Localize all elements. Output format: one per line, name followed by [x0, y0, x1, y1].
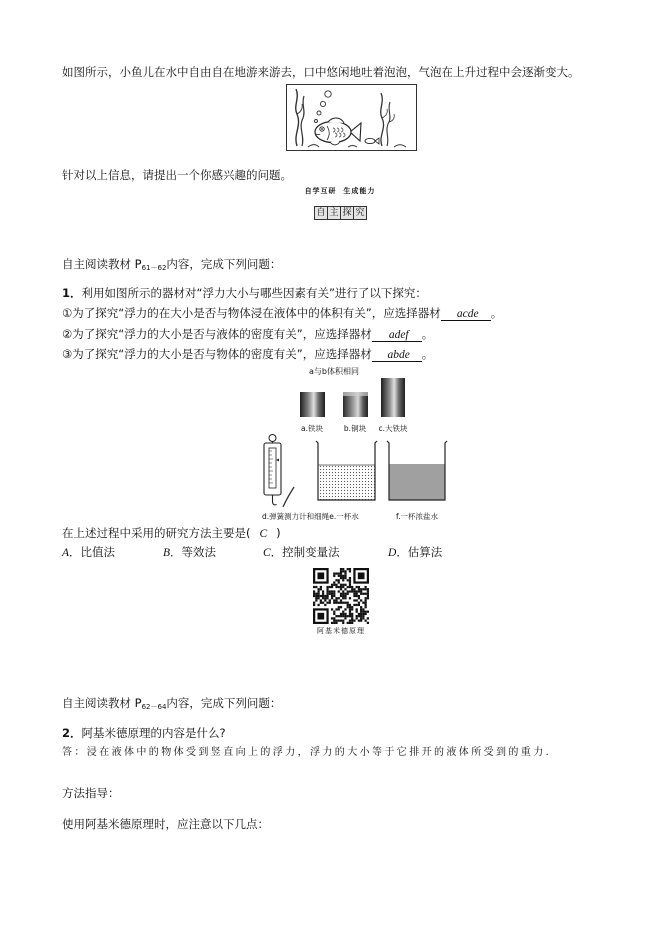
choice-c: [263, 545, 340, 560]
choice-text: ．控制变量法: [270, 545, 340, 559]
question-number: 2．: [62, 726, 82, 740]
method-question-end: ): [276, 526, 281, 540]
intro-text: 如图所示，小鱼儿在水中自由自在地游来游去，口中悠闲地吐着泡泡，气泡在上升过程中会逐渐变大。: [62, 65, 580, 79]
item-text: ②为了探究“浮力的大小是否与液体的密度有关”，应选择器材: [62, 327, 372, 341]
label-c: c.大铁块: [378, 424, 408, 433]
choice-letter: B: [163, 547, 171, 559]
choice-letter: D: [388, 547, 397, 559]
choice-letter: C: [263, 547, 271, 559]
question-number: 1．: [62, 286, 82, 300]
choice-d: [388, 545, 442, 560]
section-tag-char: 探: [340, 206, 354, 220]
method-guide-title: 方法指导：: [62, 786, 120, 800]
reading-instruction-2: [62, 696, 281, 714]
answer-blank: acde: [441, 308, 491, 321]
section-tag-char: 究: [353, 206, 367, 220]
method-guide-text: 使用阿基米德原理时，应注意以下几点：: [62, 817, 269, 831]
label-a: a.铁块: [301, 424, 323, 433]
string-icon: [283, 487, 294, 507]
qr-code-icon: [313, 568, 369, 624]
item-end: 。: [421, 347, 434, 361]
question-1-item-1: [62, 306, 502, 321]
answer-blank: abde: [372, 349, 422, 362]
choice-a: [62, 545, 115, 560]
method-question: [62, 526, 281, 541]
page-range: 62－64: [141, 703, 167, 711]
section-tag-char: 自: [314, 206, 328, 220]
qr-caption: 阿基米德原理: [317, 627, 365, 635]
label-f: f.一杯浓盐水: [396, 512, 438, 521]
section-tag-char: 主: [327, 206, 341, 220]
choice-text: ．比值法: [69, 545, 116, 559]
interest-question: 针对以上信息，请提出一个你感兴趣的问题。: [62, 168, 292, 182]
reading-text: 自主阅读教材 P: [62, 696, 142, 710]
fish-illustration: [286, 84, 417, 151]
label-e: e.一杯水: [329, 512, 359, 521]
section-tag: [315, 206, 367, 220]
method-question-text: 在上述过程中采用的研究方法主要是(: [62, 526, 251, 540]
item-end: 。: [421, 327, 434, 341]
figure-note: a与b体积相同: [309, 367, 359, 376]
choice-letter: A: [62, 547, 70, 559]
page-range: 61－62: [141, 264, 167, 272]
method-answer: C: [259, 528, 268, 540]
question-text: 利用如图所示的器材对“浮力大小与哪些因素有关”进行了以下探究：: [81, 286, 427, 300]
question-1-stem: [62, 286, 427, 300]
item-text: ③为了探究“浮力的大小是否与物体的密度有关”，应选择器材: [62, 347, 372, 361]
question-1-item-2: [62, 327, 433, 342]
large-iron-block-c: [381, 378, 405, 417]
iron-block-a: [300, 392, 325, 417]
answer-blank: adef: [372, 329, 422, 342]
reading-text: 内容，完成下列问题：: [166, 696, 282, 710]
item-text: ①为了探究“浮力的在大小是否与物体浸在液体中的体积有关”，应选择器材: [62, 306, 441, 320]
question-text: 阿基米德原理的内容是什么?: [81, 726, 226, 740]
item-end: 。: [490, 306, 503, 320]
label-d: d.弹簧测力计和细绳: [262, 512, 330, 521]
spring-scale-icon: [264, 435, 281, 505]
question-2-answer: 答：浸在液体中的物体受到竖直向上的浮力，浮力的大小等于它排开的液体所受到的重力．: [62, 747, 558, 758]
reading-instruction-1: [62, 257, 281, 275]
salt-water-beaker-f: [387, 441, 447, 500]
water-beaker-e: [316, 441, 377, 500]
reading-text: 内容，完成下列问题：: [166, 257, 282, 271]
copper-block-b: [343, 392, 368, 417]
choice-text: ．等效法: [170, 545, 217, 559]
question-2: [62, 726, 226, 740]
section-subtitle: 自学互研 生成能力: [304, 187, 376, 195]
choice-text: ．估算法: [396, 545, 443, 559]
label-b: b.铜块: [343, 424, 367, 433]
materials-figure: [250, 360, 460, 526]
reading-text: 自主阅读教材 P: [62, 257, 142, 271]
choice-b: [163, 545, 216, 560]
